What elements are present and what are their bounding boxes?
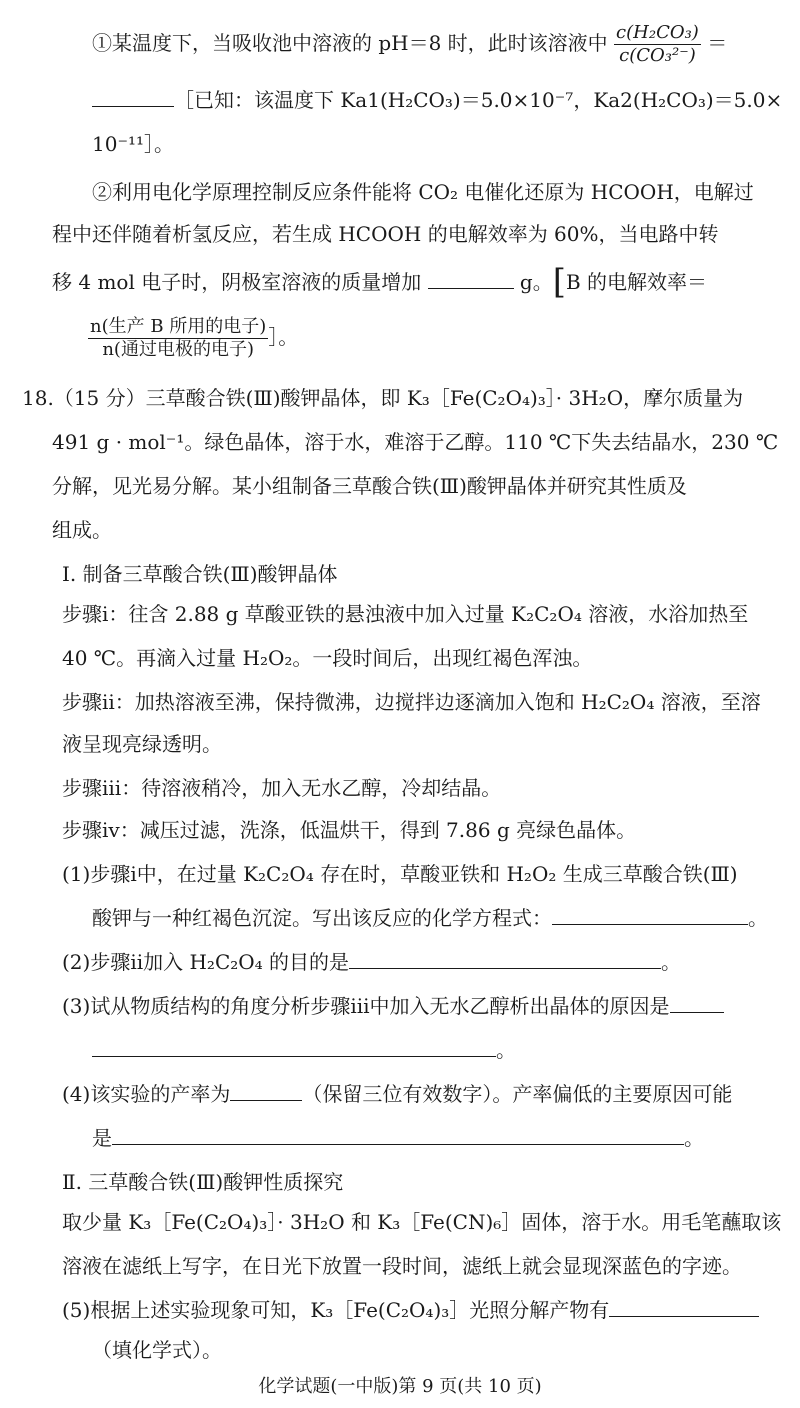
- q18-intro-line2: 491 g · mol⁻¹。绿色晶体，溶于水，难溶于乙醇。110 ℃下失去结晶水，230 ℃: [52, 430, 779, 454]
- q18-intro-line4: 组成。: [52, 518, 112, 542]
- q17-part1-line1: ①某温度下，当吸收池中溶液的 pH＝8 时，此时该溶液中 $\frac{\text{c(H₂CO₃)}}{\text{c(CO₃²⁻)}}$ ＝: [92, 22, 728, 66]
- q17-part1-line3: 10⁻¹¹］。: [92, 132, 175, 156]
- ratio-fraction: $\frac{\text{c(H₂CO₃)}}{\text{c(CO₃²⁻)}}$: [616, 22, 699, 66]
- q17-part2-line1: ②利用电化学原理控制反应条件能将 CO₂ 电催化还原为 HCOOH，电解过: [92, 180, 754, 204]
- q17-part2-line3: 移 4 mol 电子时，阴极室溶液的质量增加 g。[B 的电解效率＝: [52, 262, 708, 302]
- page-footer: 化学试题(一中版)第 9 页(共 10 页): [258, 1376, 542, 1397]
- answer-blank-mass[interactable]: [428, 268, 514, 289]
- efficiency-fraction: $\frac{\text{n(生产 B 所用的电子)}}{\text{n(通过电极的电子)}}$: [90, 316, 267, 360]
- question-1-line1: (1)步骤ⅰ中，在过量 K₂C₂O₄ 存在时，草酸亚铁和 H₂O₂ 生成三草酸合铁(Ⅲ): [62, 862, 738, 886]
- answer-blank-reason-b[interactable]: [92, 1036, 496, 1057]
- question-3-line1: (3)试从物质结构的角度分析步骤ⅲ中加入无水乙醇析出晶体的原因是: [62, 992, 724, 1020]
- question-3-line2: 。: [92, 1036, 516, 1064]
- q18-intro-line3: 分解，见光易分解。某小组制备三草酸合铁(Ⅲ)酸钾晶体并研究其性质及: [52, 474, 687, 498]
- answer-blank-purpose[interactable]: [349, 948, 661, 969]
- section-1-heading: Ⅰ. 制备三草酸合铁(Ⅲ)酸钾晶体: [62, 562, 338, 586]
- step-4: 步骤ⅳ：减压过滤，洗涤，低温烘干，得到 7.86 g 亮绿色晶体。: [62, 818, 637, 842]
- q17-efficiency-formula: $\frac{\text{n(生产 B 所用的电子)}}{\text{n(通过电极的电子)}}$ ］。: [90, 316, 299, 360]
- answer-blank-equation[interactable]: [552, 904, 748, 925]
- step-2-line1: 步骤ⅱ：加热溶液至沸，保持微沸，边搅拌边逐滴加入饱和 H₂C₂O₄ 溶液，至溶: [62, 690, 761, 714]
- q18-intro-line1: 18.（15 分）三草酸合铁(Ⅲ)酸钾晶体，即 K₃［Fe(C₂O₄)₃］· 3H₂O，摩尔质量为: [22, 386, 744, 410]
- answer-blank-low-yield-reason[interactable]: [112, 1124, 684, 1145]
- question-5-line1: (5)根据上述实验现象可知，K₃［Fe(C₂O₄)₃］光照分解产物有: [62, 1296, 759, 1324]
- question-5-line2: （填化学式）。: [92, 1338, 222, 1362]
- q17-part1-line2: ［已知：该温度下 Ka1(H₂CO₃)＝5.0×10⁻⁷，Ka2(H₂CO₃)＝5.0×: [92, 86, 782, 114]
- question-1-line2: 酸钾与一种红褐色沉淀。写出该反应的化学方程式： 。: [92, 906, 768, 930]
- q17-part2-line2: 程中还伴随着析氢反应，若生成 HCOOH 的电解效率为 60%，当电路中转: [52, 222, 719, 246]
- answer-blank-reason-a[interactable]: [670, 992, 724, 1013]
- question-2: (2)步骤ⅱ加入 H₂C₂O₄ 的目的是 。: [62, 950, 682, 974]
- answer-blank-ratio[interactable]: [92, 86, 174, 107]
- step-1-line2: 40 ℃。再滴入过量 H₂O₂。一段时间后，出现红褐色浑浊。: [62, 646, 593, 670]
- answer-blank-yield[interactable]: [230, 1080, 302, 1101]
- step-2-line2: 液呈现亮绿透明。: [62, 732, 222, 756]
- question-4-line1: (4)该实验的产率为 （保留三位有效数字）。产率偏低的主要原因可能: [62, 1082, 733, 1106]
- step-3: 步骤ⅲ：待溶液稍冷，加入无水乙醇，冷却结晶。: [62, 776, 502, 800]
- step-1-line1: 步骤ⅰ：往含 2.88 g 草酸亚铁的悬浊液中加入过量 K₂C₂O₄ 溶液，水浴加热至: [62, 602, 749, 626]
- property-line1: 取少量 K₃［Fe(C₂O₄)₃］· 3H₂O 和 K₃［Fe(CN)₆］固体，溶于水。用毛笔蘸取该: [62, 1210, 782, 1234]
- property-line2: 溶液在滤纸上写字，在日光下放置一段时间，滤纸上就会显现深蓝色的字迹。: [62, 1254, 742, 1278]
- question-4-line2: 是 。: [92, 1126, 704, 1150]
- answer-blank-products[interactable]: [609, 1296, 759, 1317]
- section-2-heading: Ⅱ. 三草酸合铁(Ⅲ)酸钾性质探究: [62, 1170, 344, 1194]
